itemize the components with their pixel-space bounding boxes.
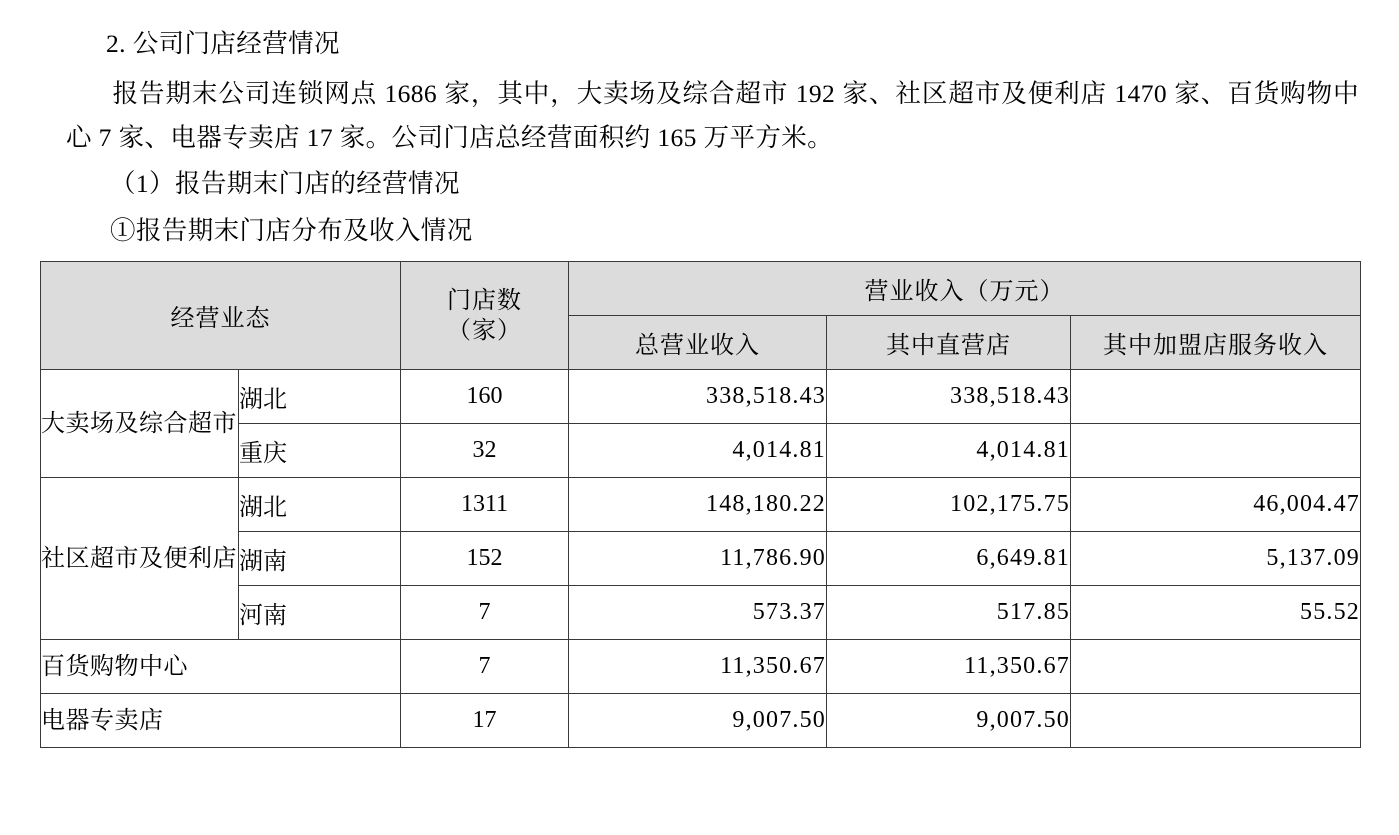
cell-direct-stores: 338,518.43 bbox=[827, 370, 1071, 424]
table-row bbox=[41, 694, 1361, 748]
sub-heading-2: ①报告期末门店分布及收入情况 bbox=[110, 216, 473, 246]
cell-franchise-service: 55.52 bbox=[1071, 586, 1361, 640]
header-direct-stores: 其中直营店 bbox=[827, 316, 1071, 370]
cell-region: 湖北 bbox=[239, 370, 401, 424]
cell-direct-stores: 517.85 bbox=[827, 586, 1071, 640]
cell-franchise-service bbox=[1071, 370, 1361, 424]
cell-direct-stores: 11,350.67 bbox=[827, 640, 1071, 694]
cell-franchise-service bbox=[1071, 694, 1361, 748]
cell-region: 重庆 bbox=[239, 424, 401, 478]
cell-franchise-service bbox=[1071, 640, 1361, 694]
cell-franchise-service: 46,004.47 bbox=[1071, 478, 1361, 532]
table-row bbox=[41, 640, 1361, 694]
body-paragraph-text: 报告期末公司连锁网点 1686 家，其中，大卖场及综合超市 192 家、社区超市及便利店 1470 家、百货购物中心 7 家、电器专卖店 17 家。公司门店总经营面积约 165 万平方米。 bbox=[66, 78, 1359, 152]
cell-business-type: 社区超市及便利店 bbox=[41, 478, 239, 640]
cell-total-revenue: 573.37 bbox=[569, 586, 827, 640]
cell-store-count: 7 bbox=[401, 640, 569, 694]
table-row bbox=[41, 532, 1361, 586]
table-row bbox=[41, 478, 1361, 532]
cell-region: 湖北 bbox=[239, 478, 401, 532]
table-body bbox=[41, 370, 1361, 748]
cell-total-revenue: 4,014.81 bbox=[569, 424, 827, 478]
section-heading: 2. 公司门店经营情况 bbox=[106, 29, 340, 58]
table-row bbox=[41, 424, 1361, 478]
store-distribution-table bbox=[40, 261, 1361, 748]
cell-total-revenue: 11,350.67 bbox=[569, 640, 827, 694]
cell-direct-stores: 4,014.81 bbox=[827, 424, 1071, 478]
cell-store-count: 17 bbox=[401, 694, 569, 748]
cell-business-type: 电器专卖店 bbox=[41, 694, 401, 748]
cell-store-count: 160 bbox=[401, 370, 569, 424]
cell-store-count: 7 bbox=[401, 586, 569, 640]
header-business-type: 经营业态 bbox=[41, 262, 401, 370]
cell-direct-stores: 102,175.75 bbox=[827, 478, 1071, 532]
header-store-count-line1: 门店数 bbox=[447, 287, 522, 314]
cell-store-count: 1311 bbox=[401, 478, 569, 532]
cell-direct-stores: 6,649.81 bbox=[827, 532, 1071, 586]
header-total-revenue: 总营业收入 bbox=[569, 316, 827, 370]
sub-heading-1: （1）报告期末门店的经营情况 bbox=[110, 168, 460, 198]
cell-franchise-service: 5,137.09 bbox=[1071, 532, 1361, 586]
header-franchise-service: 其中加盟店服务收入 bbox=[1071, 316, 1361, 370]
table-header-row-1 bbox=[41, 262, 1361, 316]
cell-total-revenue: 11,786.90 bbox=[569, 532, 827, 586]
cell-franchise-service bbox=[1071, 424, 1361, 478]
header-store-count bbox=[401, 262, 569, 370]
cell-direct-stores: 9,007.50 bbox=[827, 694, 1071, 748]
cell-total-revenue: 9,007.50 bbox=[569, 694, 827, 748]
cell-business-type: 百货购物中心 bbox=[41, 640, 401, 694]
table-row bbox=[41, 586, 1361, 640]
header-store-count-line2: （家） bbox=[447, 317, 522, 344]
cell-store-count: 32 bbox=[401, 424, 569, 478]
header-revenue-group: 营业收入（万元） bbox=[569, 262, 1361, 316]
cell-business-type: 大卖场及综合超市 bbox=[41, 370, 239, 478]
table-header bbox=[41, 262, 1361, 370]
cell-total-revenue: 338,518.43 bbox=[569, 370, 827, 424]
cell-region: 河南 bbox=[239, 586, 401, 640]
cell-total-revenue: 148,180.22 bbox=[569, 478, 827, 532]
body-paragraph bbox=[66, 72, 1359, 160]
cell-store-count: 152 bbox=[401, 532, 569, 586]
cell-region: 湖南 bbox=[239, 532, 401, 586]
table-row bbox=[41, 370, 1361, 424]
